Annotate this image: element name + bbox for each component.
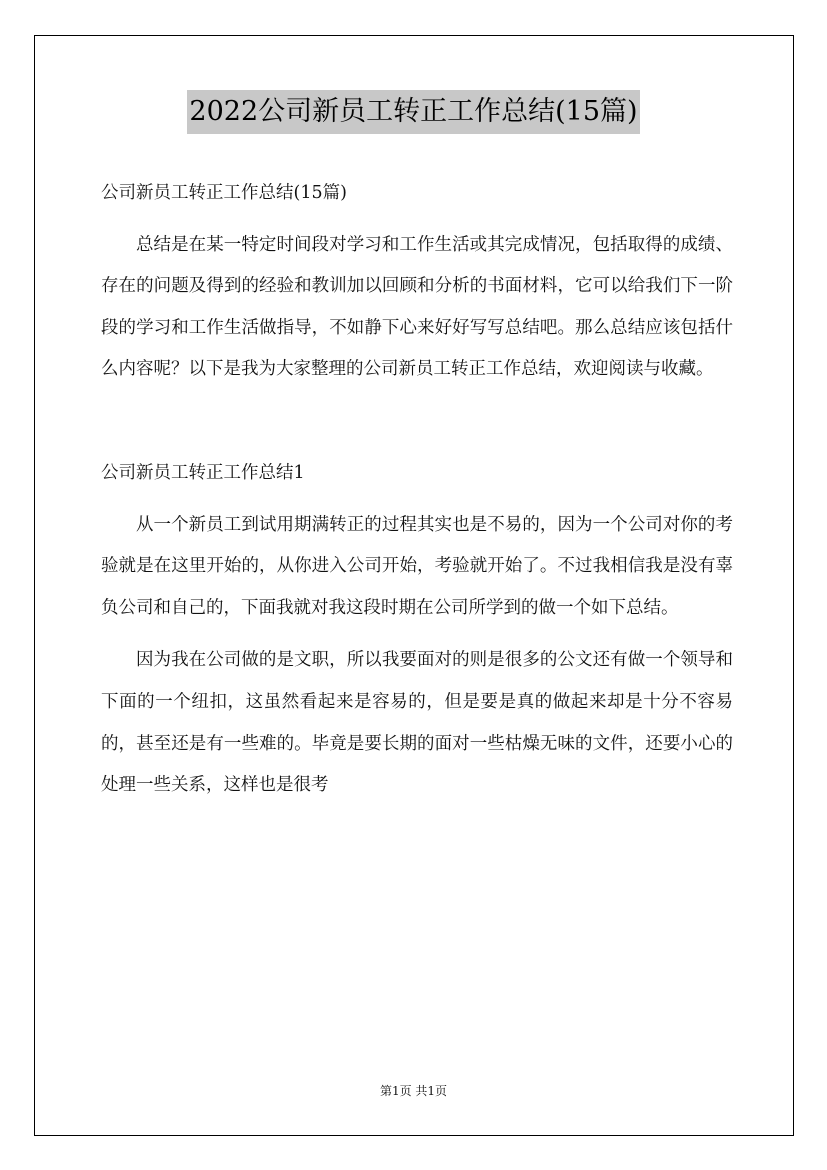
section-paragraph: 从一个新员工到试用期满转正的过程其实也是不易的，因为一个公司对你的考验就是在这里开始的，从你进入公司开始，考验就开始了。不过我相信我是没有辜负公司和自己的，下面我就对我这段时期在公司所学到的做一个如下总结。 — [101, 514, 733, 618]
document-title: 2022公司新员工转正工作总结(15篇) — [187, 90, 639, 134]
page-footer — [0, 1082, 827, 1099]
section-paragraph: 因为我在公司做的是文职，所以我要面对的则是很多的公文还有做一个领导和下面的一个纽扣，这虽然看起来是容易的，但是要是真的做起来却是十分不容易的，甚至还是有一些难的。毕竟是要长期的面对一些枯燥无味的文件，还要小心的处理一些关系，这样也是很考 — [101, 650, 733, 796]
page-number: 第1页 共1页 — [379, 1084, 448, 1098]
section-heading: 公司新员工转正工作总结1 — [101, 462, 305, 483]
title-container — [0, 90, 827, 134]
intro-paragraph: 总结是在某一特定时间段对学习和工作生活或其完成情况，包括取得的成绩、存在的问题及得到的经验和教训加以回顾和分析的书面材料，它可以给我们下一阶段的学习和工作生活做指导，不如静下心来好好写写总结吧。那么总结应该包括什么内容呢？以下是我为大家整理的公司新员工转正工作总结，欢迎阅读与收藏。 — [101, 234, 733, 380]
document-subtitle: 公司新员工转正工作总结(15篇) — [101, 183, 347, 203]
document-body — [101, 173, 733, 807]
